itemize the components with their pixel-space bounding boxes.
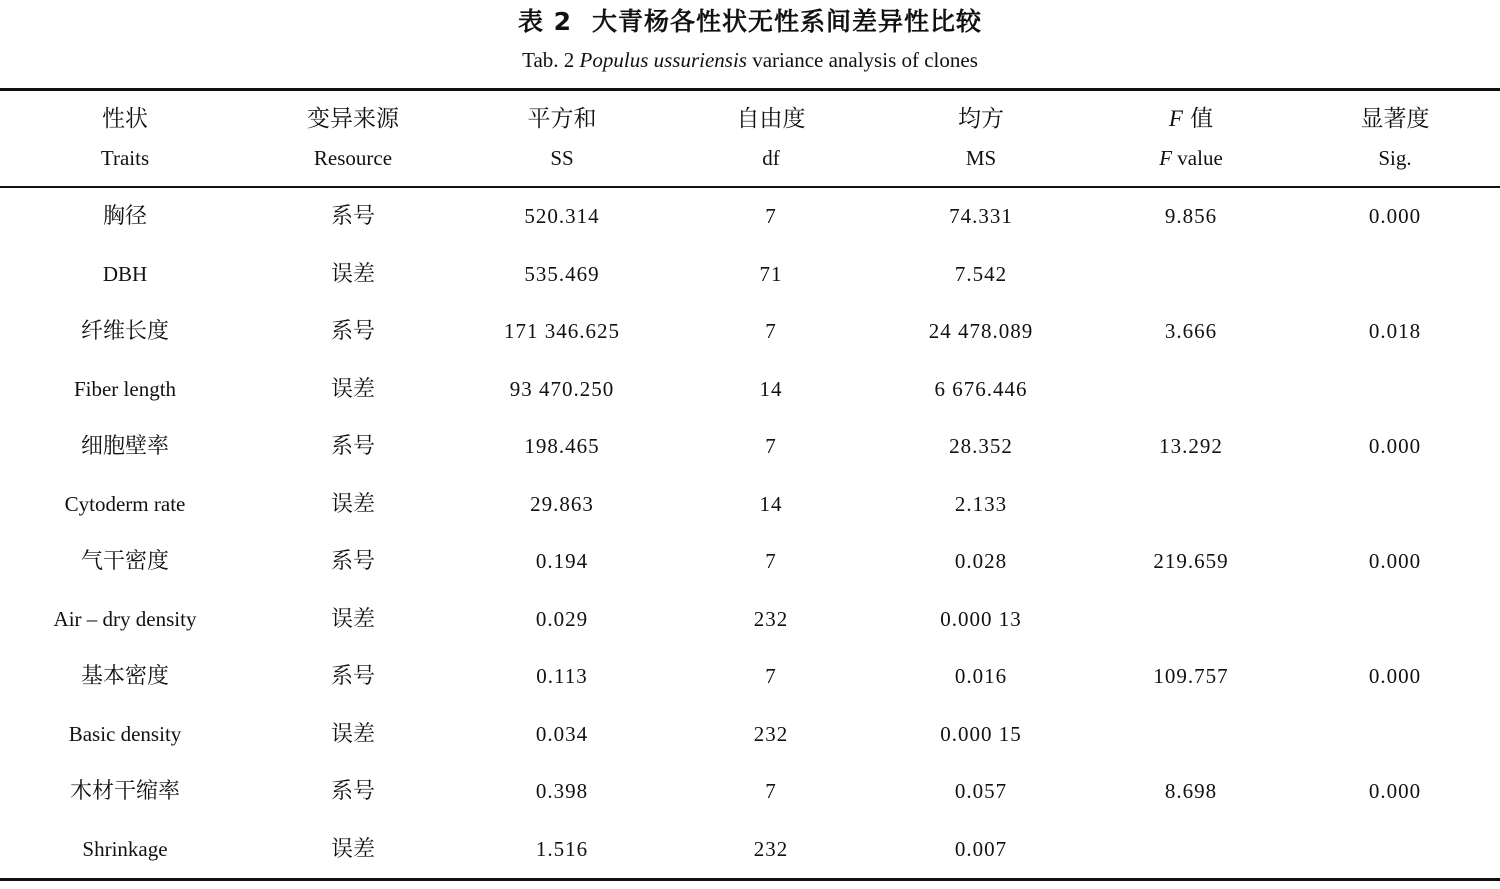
cell-ss: 1.516 xyxy=(535,836,589,861)
cell-trait: Air – dry density xyxy=(53,606,197,631)
header-sig-cn: 显著度 xyxy=(1360,106,1430,132)
cell-source: 系号 xyxy=(330,434,376,459)
header-ms xyxy=(958,100,1004,178)
table-row xyxy=(0,763,1500,821)
cell-source: 系号 xyxy=(330,779,376,804)
cell-ms: 6 676.446 xyxy=(934,376,1028,401)
table-row xyxy=(0,533,1500,591)
cell-source: 误差 xyxy=(330,261,376,287)
cell-ms: 28.352 xyxy=(949,434,1013,458)
cell-ss: 29.863 xyxy=(530,491,594,516)
table-number-cn: 表 2 xyxy=(517,7,573,36)
cell-f: 13.292 xyxy=(1159,434,1223,458)
cell-df: 232 xyxy=(753,606,789,631)
cell-trait: 纤维长度 xyxy=(80,319,170,344)
header-ms-cn: 均方 xyxy=(958,106,1004,132)
header-sig xyxy=(1361,100,1430,178)
header-ss-en: SS xyxy=(550,146,574,170)
cell-source: 误差 xyxy=(330,836,376,862)
header-f-symbol-en: F xyxy=(1159,146,1173,170)
cell-trait: Shrinkage xyxy=(82,836,168,861)
header-f-value xyxy=(1159,100,1223,178)
cell-ms: 0.007 xyxy=(954,836,1008,861)
header-sig-en: Sig. xyxy=(1378,146,1412,170)
cell-trait: Cytoderm rate xyxy=(64,491,186,516)
cell-trait: 气干密度 xyxy=(80,549,170,574)
cell-trait: DBH xyxy=(102,261,148,286)
table-row xyxy=(0,821,1500,879)
cell-ms: 2.133 xyxy=(954,491,1008,516)
cell-ms: 0.000 13 xyxy=(940,606,1022,631)
cell-source: 系号 xyxy=(330,204,376,229)
cell-df: 71 xyxy=(759,261,783,286)
cell-df: 14 xyxy=(759,376,783,401)
table-row xyxy=(0,361,1500,419)
table-body xyxy=(0,188,1500,878)
cell-source: 误差 xyxy=(330,606,376,632)
cell-ss: 198.465 xyxy=(524,434,600,458)
cell-ms: 7.542 xyxy=(954,261,1008,286)
header-f-value-en xyxy=(1159,138,1223,178)
cell-f: 8.698 xyxy=(1164,779,1218,803)
cell-ms: 24 478.089 xyxy=(928,319,1034,343)
cell-sig: 0.000 xyxy=(1368,549,1422,573)
cell-sig: 0.000 xyxy=(1368,779,1422,803)
cell-source: 系号 xyxy=(330,549,376,574)
cell-sig: 0.000 xyxy=(1368,664,1422,688)
cell-ms: 0.057 xyxy=(954,779,1008,803)
cell-f: 109.757 xyxy=(1153,664,1229,688)
cell-ss: 0.034 xyxy=(535,721,589,746)
table-caption-cn xyxy=(0,2,1500,38)
cell-df: 7 xyxy=(765,779,777,803)
top-rule xyxy=(0,88,1500,91)
header-f-label-cn: 值 xyxy=(1190,106,1214,132)
cell-trait: 基本密度 xyxy=(80,664,170,689)
cell-f: 3.666 xyxy=(1164,319,1218,343)
header-resource-cn: 变异来源 xyxy=(307,106,399,132)
header-traits-en: Traits xyxy=(100,146,150,170)
cell-ms: 0.000 15 xyxy=(940,721,1022,746)
cell-ss: 0.194 xyxy=(535,549,589,573)
cell-ms: 0.028 xyxy=(954,549,1008,573)
species-name: Populus ussuriensis xyxy=(579,48,747,72)
header-ss-cn: 平方和 xyxy=(527,106,597,132)
cell-trait: 细胞壁率 xyxy=(80,434,170,459)
table-row xyxy=(0,418,1500,476)
cell-ss: 0.398 xyxy=(535,779,589,803)
cell-df: 7 xyxy=(765,434,777,458)
table-row xyxy=(0,246,1500,304)
cell-trait: 木材干缩率 xyxy=(69,779,181,804)
cell-df: 14 xyxy=(759,491,783,516)
table-header xyxy=(0,100,1500,184)
header-resource xyxy=(307,100,399,178)
cell-df: 232 xyxy=(753,721,789,746)
cell-sig: 0.000 xyxy=(1368,204,1422,228)
cell-source: 误差 xyxy=(330,491,376,517)
header-f-symbol-cn: F xyxy=(1168,106,1183,131)
cell-ss: 0.029 xyxy=(535,606,589,631)
header-traits xyxy=(101,100,149,178)
cell-ms: 0.016 xyxy=(954,664,1008,688)
cell-source: 系号 xyxy=(330,664,376,689)
cell-trait: 胸径 xyxy=(102,204,148,229)
cell-ss: 535.469 xyxy=(524,261,600,286)
table-row xyxy=(0,303,1500,361)
header-ss xyxy=(528,100,597,178)
cell-ms: 74.331 xyxy=(949,204,1013,228)
header-traits-cn: 性状 xyxy=(102,106,148,132)
cell-ss: 171 346.625 xyxy=(504,319,620,343)
header-f-label-en: value xyxy=(1177,146,1223,170)
bottom-rule xyxy=(0,878,1500,881)
cell-ss: 520.314 xyxy=(524,204,600,228)
cell-source: 误差 xyxy=(330,376,376,402)
table-caption-en xyxy=(0,48,1500,73)
cell-trait: Basic density xyxy=(68,721,182,746)
cell-sig: 0.018 xyxy=(1368,319,1422,343)
cell-f: 9.856 xyxy=(1164,204,1218,228)
cell-df: 7 xyxy=(765,204,777,228)
table-title-cn: 大青杨各性状无性系间差异性比较 xyxy=(592,7,983,36)
cell-source: 系号 xyxy=(330,319,376,344)
cell-sig: 0.000 xyxy=(1368,434,1422,458)
header-ms-en: MS xyxy=(965,146,997,170)
table-row xyxy=(0,591,1500,649)
cell-ss: 0.113 xyxy=(536,664,588,688)
cell-df: 7 xyxy=(765,664,777,688)
header-df-en: df xyxy=(762,146,780,170)
cell-ss: 93 470.250 xyxy=(509,376,615,401)
header-df xyxy=(737,100,806,178)
header-f-value-cn xyxy=(1159,100,1223,138)
table-number-en: Tab. 2 xyxy=(522,48,575,72)
header-df-cn: 自由度 xyxy=(736,106,806,132)
cell-source: 误差 xyxy=(330,721,376,747)
cell-df: 7 xyxy=(765,319,777,343)
table-title-en: variance analysis of clones xyxy=(752,48,978,72)
table-row xyxy=(0,476,1500,534)
cell-trait: Fiber length xyxy=(73,376,177,401)
cell-f: 219.659 xyxy=(1153,549,1229,573)
cell-df: 7 xyxy=(765,549,777,573)
table-row xyxy=(0,706,1500,764)
header-resource-en: Resource xyxy=(313,146,393,170)
cell-df: 232 xyxy=(753,836,789,861)
table-row xyxy=(0,648,1500,706)
table-row xyxy=(0,188,1500,246)
